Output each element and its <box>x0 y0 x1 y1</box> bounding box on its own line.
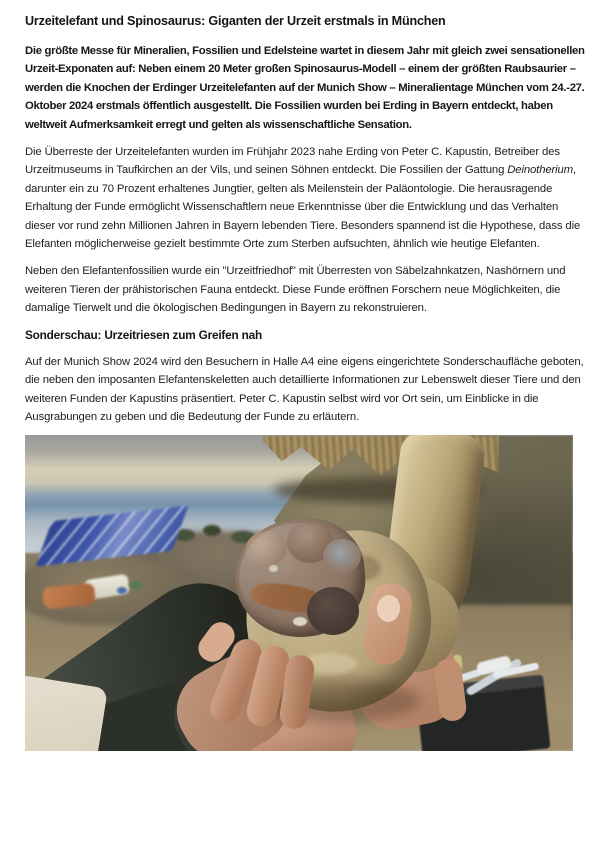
photo-tooth-gloss <box>239 523 359 631</box>
section-heading: Sonderschau: Urzeitriesen zum Greifen nah <box>25 327 262 342</box>
genus-name-italic: Deinotherium <box>507 164 574 177</box>
paragraph-discovery <box>25 143 590 253</box>
paragraph-discovery-part1: Die Überreste der Urzeitelefanten wurden im Frühjahr 2023 nahe Erding von Peter C. Kapustin, Betreiber des Urzeitmuseums in Taufkirchen an der Vils, und seinen Söhnen entdeckt. Die Fossilien der Gattung <box>25 146 560 177</box>
paragraph-graveyard: Neben den Elefantenfossilien wurde ein "Urzeitfriedhof" mit Überresten von Säbelzahnkatzen, Nashörnern und weiteren Tieren der prähistorischen Fauna entdeckt. Diese Funde eröffnen Forschern neue Möglichkeiten, die damalige Tierwelt und die ökologischen Bedingungen in Bayern zu rekonstruieren. <box>25 265 566 315</box>
paragraph-discovery-part2: , darunter ein zu 70 Prozent erhaltenes Jungtier, gelten als Meilenstein der Paläontologie. Die herausragende Erhaltung der Funde ermöglicht Wissenschaftlern neue Erkenntnisse über die Entwicklung und das Verhalten dieser vor rund zehn Millionen Jahren in Bayern lebenden Tiere. Besonders spannend ist die Hypothese, dass die Elefanten möglicherweise gezielt bestimmte Orte zum Sterben aufsuchten, ähnlich wie heutige Elefanten. <box>25 164 581 251</box>
paragraph-show: Auf der Munich Show 2024 wird den Besuchern in Halle A4 eine eigens eingerichtete Sonderschaufläche geboten, die neben den imposanten Elefantenskeletten auch detaillierte Informationen zur Lebenswelt dieser Tiere und den weiteren Funden der Kapustins präsentiert. Peter C. Kapustin selbst wird vor Ort sein, um Einblicke in die Ausgrabungen zu geben und die Bedeutung der Funde zu erläutern. <box>25 355 584 423</box>
article-title: Urzeitelefant und Spinosaurus: Giganten der Urzeit erstmals in München <box>25 14 446 28</box>
lead-paragraph: Die größte Messe für Mineralien, Fossilien und Edelsteine wartet in diesem Jahr mit gleich zwei sensationellen Urzeit-Exponaten auf: Neben einem 20 Meter großen Spinosaurus-Modell – einem der größten Raubsaurier – werden die Knochen der Erdinger Urzeitelefanten auf der Munich Show – Mineralientage München vom 24.-27. Oktober 2024 erstmals öffentlich ausgestellt. Die Fossilien wurden bei Erding in Bayern entdeckt, haben weltweit Aufmerksamkeit erregt und gelten als wissenschaftliche Sensation. <box>25 45 585 131</box>
excavation-photo <box>25 435 573 751</box>
photo-cream-garment <box>25 675 108 752</box>
